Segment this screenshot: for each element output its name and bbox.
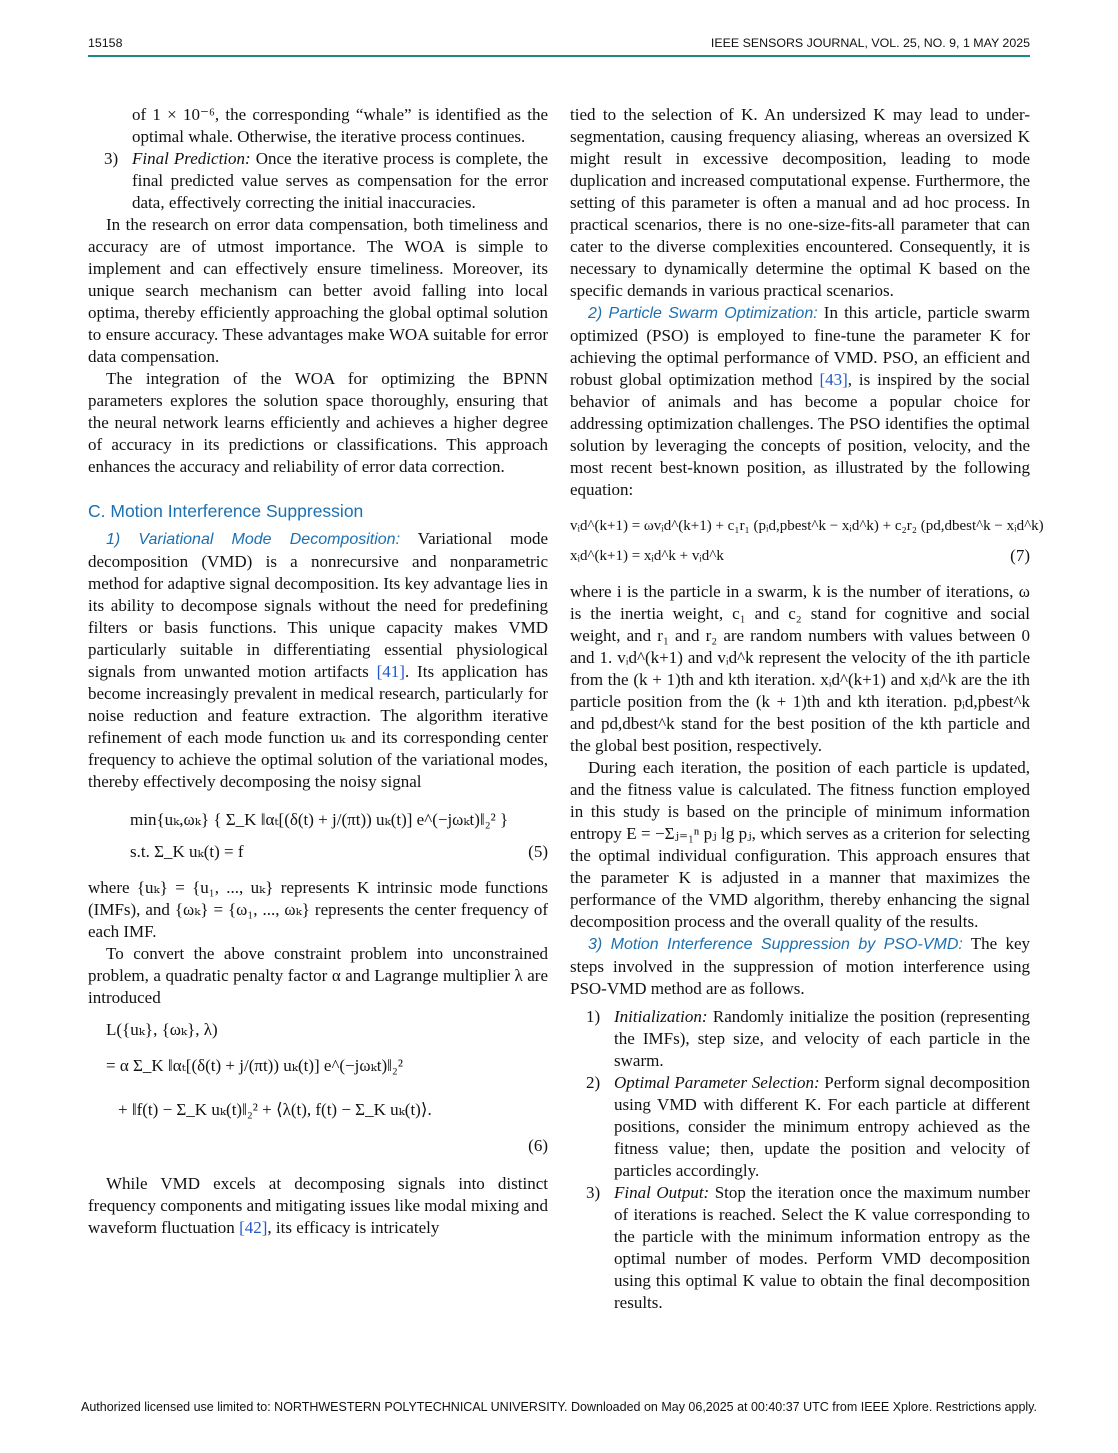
paragraph: where {uₖ} = {u₁, ..., uₖ} represents K intrinsic mode functions (IMFs), and {ωₖ} = {ω₁, ..., ωₖ} represents the center frequency of each IMF. — [88, 878, 548, 941]
list-item-text: Perform signal decomposition using VMD with different K. For each particle at different positions, consider the minimum entropy achieved as the fitness value; then, update the position and velocity of particles accordingly. — [614, 1073, 1030, 1180]
paragraph-text: The key steps involved in the suppression of motion interference using PSO-VMD method are as follows. — [570, 934, 1030, 998]
citation-link[interactable]: [41] — [376, 662, 405, 681]
paragraph: To convert the above constraint problem into unconstrained problem, a quadratic penalty factor α and Lagrange multiplier λ are introduced — [88, 944, 548, 1007]
list-number: 3) — [586, 1183, 601, 1202]
citation-link[interactable]: [42] — [239, 1218, 268, 1237]
paragraph: tied to the selection of K. An undersized K may lead to under-segmentation, causing frequency aliasing, whereas an oversized K might result in excessive decomposition, leading to mode duplication and increased computational expense. Furthermore, the setting of this parameter is often a manual and ad hoc process. In practical scenarios, there is no one-size-fits-all parameter that can cater to the diverse complexities encountered. Consequently, it is necessary to dynamically determine the optimal K based on the specific demands in various practical scenarios. — [570, 105, 1030, 300]
equation-6 — [88, 1019, 548, 1157]
list-item-heading: Optimal Parameter Selection: — [614, 1073, 820, 1092]
list-item-text: Randomly initialize the position (representing the IMFs), step size, and velocity of each particle in the swarm. — [614, 1007, 1030, 1070]
list-item — [570, 1072, 1030, 1182]
paragraph-text: , its efficacy is intricately — [267, 1218, 440, 1237]
right-column — [570, 104, 1044, 1314]
page-number: 15158 — [88, 36, 123, 50]
subsection-heading: 2) Particle Swarm Optimization: — [588, 305, 818, 322]
list-number: 3) — [104, 149, 119, 168]
list-item — [88, 148, 548, 214]
running-header — [88, 36, 1030, 56]
left-column — [88, 104, 548, 1239]
equation-line: + ‖f(t) − Σ_K uₖ(t)‖₂² + ⟨λ(t), f(t) − Σ_K uₖ(t)⟩. — [118, 1100, 432, 1119]
list-item-heading: Final Prediction: — [132, 149, 251, 168]
equation-number: (7) — [1010, 546, 1030, 565]
list-item-continued — [88, 104, 548, 148]
paragraph: where i is the particle in a swarm, k is the number of iterations, ω is the inertia weight, c₁ and c₂ stand for cognitive and social weight, and r₁ and r₂ are random numbers with values between 0 and 1. vᵢd^(k+1) and vᵢd^k represent the velocity of the ith particle from the (k + 1)th and kth iteration. xᵢd^(k+1) and xᵢd^k are the ith particle position from the (k + 1)th and kth iteration. pᵢd,pbest^k and pd,dbest^k stand for the best position of the kth particle and the global best position, respectively. — [570, 582, 1030, 755]
subsection-heading: 1) Variational Mode Decomposition: — [106, 531, 401, 548]
paragraph: The integration of the WOA for optimizing the BPNN parameters explores the solution space thoroughly, ensuring that the neural network learns efficiently and achieves a higher degree of accuracy in its predictions or classifications. This approach enhances the accuracy and reliability of error data correction. — [88, 369, 548, 476]
header-rule — [88, 55, 1030, 57]
list-item-heading: Initialization: — [614, 1007, 708, 1026]
continued-text: of 1 × 10⁻⁶, the corresponding “whale” is identified as the optimal whale. Otherwise, the iterative process continues. — [132, 105, 548, 146]
equation-5 — [88, 803, 548, 863]
list-item-text: Once the iterative process is complete, the final predicted value serves as compensation for the error data, effectively correcting the initial inaccuracies. — [132, 149, 548, 212]
equation-7 — [570, 515, 1044, 567]
equation-number: (5) — [528, 842, 548, 861]
equation-line: = α Σ_K ‖αₜ[(δ(t) + j/(πt)) uₖ(t)] e^(−jωₖt)‖₂² — [106, 1056, 403, 1075]
paragraph-text: While VMD excels at decomposing signals into distinct frequency components and mitigating issues like modal mixing and waveform fluctuation — [88, 1174, 548, 1237]
citation-link[interactable]: [43] — [819, 370, 848, 389]
list-item-text: Stop the iteration once the maximum number of iterations is reached. Select the K value corresponding to the particle with the minimum information entropy as the optimal number of modes. Perform VMD decomposition using this optimal K value to obtain the final decomposition results. — [614, 1183, 1030, 1312]
paragraph-text: Variational mode decomposition (VMD) is a nonrecursive and nonparametric method for adaptive signal decomposition. Its key advantage lies in its ability to decompose signals without the need for predefining filters or basis functions. This unique capacity makes VMD particularly suitable in differentiating essential physiological signals from unwanted motion artifacts — [88, 529, 548, 681]
paragraph-text: , is inspired by the social behavior of animals and has become a popular choice for addressing optimization challenges. The PSO identifies the optimal solution by leveraging the concepts of position, velocity, and the most recent best-known position, as illustrated by the following equation: — [570, 370, 1031, 499]
list-item-heading: Final Output: — [614, 1183, 710, 1202]
equation-line: min{uₖ,ωₖ} { Σ_K ‖αₜ[(δ(t) + j/(πt)) uₖ(t)] e^(−jωₖt)‖₂² } — [130, 810, 509, 829]
list-number: 2) — [586, 1073, 601, 1092]
journal-title: IEEE SENSORS JOURNAL, VOL. 25, NO. 9, 1 MAY 2025 — [710, 36, 1030, 50]
paragraph — [88, 1173, 548, 1239]
list-item — [570, 1182, 1030, 1314]
equation-line: L({uₖ}, {ωₖ}, λ) — [106, 1020, 218, 1039]
equation-line: xᵢd^(k+1) = xᵢd^k + vᵢd^k — [570, 548, 724, 564]
section-heading: C. Motion Interference Suppression — [88, 501, 364, 521]
subsection-heading: 3) Motion Interference Suppression by PSO-VMD: — [588, 936, 963, 953]
license-footer: Authorized licensed use limited to: NORTHWESTERN POLYTECHNICAL UNIVERSITY. Downloaded on May 06,2025 at 00:40:37 UTC from IEEE Xplore. Restrictions apply. — [81, 1400, 1037, 1414]
equation-line: vᵢd^(k+1) = ωvᵢd^(k+1) + c₁r₁ (pᵢd,pbest^k − xᵢd^k) + c₂r₂ (pd,dbest^k − xᵢd^k) — [570, 518, 1044, 534]
equation-number: (6) — [528, 1136, 548, 1155]
paragraph: During each iteration, the position of each particle is updated, and the fitness value is calculated. The fitness function employed in this study is based on the principle of minimum information entropy E = −Σⱼ₌₁ⁿ pⱼ lg pⱼ, which serves as a criterion for selecting the optimal individual configuration. This approach ensures that the parameter K is adjusted in a manner that maximizes the performance of the VMD algorithm, thereby enhancing the signal decomposition process and the overall quality of the results. — [570, 758, 1030, 931]
steps-list — [570, 1006, 1030, 1314]
paragraph-text: In this article, particle swarm optimized (PSO) is employed to fine-tune the parameter K for achieving the optimal performance of VMD. PSO, an efficient and robust global optimization method — [570, 303, 1030, 389]
list-item — [570, 1006, 1030, 1072]
equation-line: s.t. Σ_K uₖ(t) = f — [130, 842, 244, 861]
paragraph — [570, 302, 1030, 501]
paragraph-text: . Its application has become increasingly prevalent in medical research, particularly for noise reduction and feature extraction. The algorithm iterative refinement of each mode function uₖ and its corresponding center frequency to achieve the optimal solution of the variational modes, thereby effectively decomposing the noisy signal — [88, 662, 548, 791]
paragraph: In the research on error data compensation, both timeliness and accuracy are of utmost importance. The WOA is simple to implement and can effectively ensure timeliness. Moreover, its unique search mechanism can better avoid falling into local optima, thereby efficiently approaching the global optimal solution to ensure accuracy. These advantages make WOA suitable for error data compensation. — [88, 215, 548, 366]
paragraph — [570, 933, 1030, 1000]
paragraph — [88, 528, 548, 793]
list-number: 1) — [586, 1007, 601, 1026]
